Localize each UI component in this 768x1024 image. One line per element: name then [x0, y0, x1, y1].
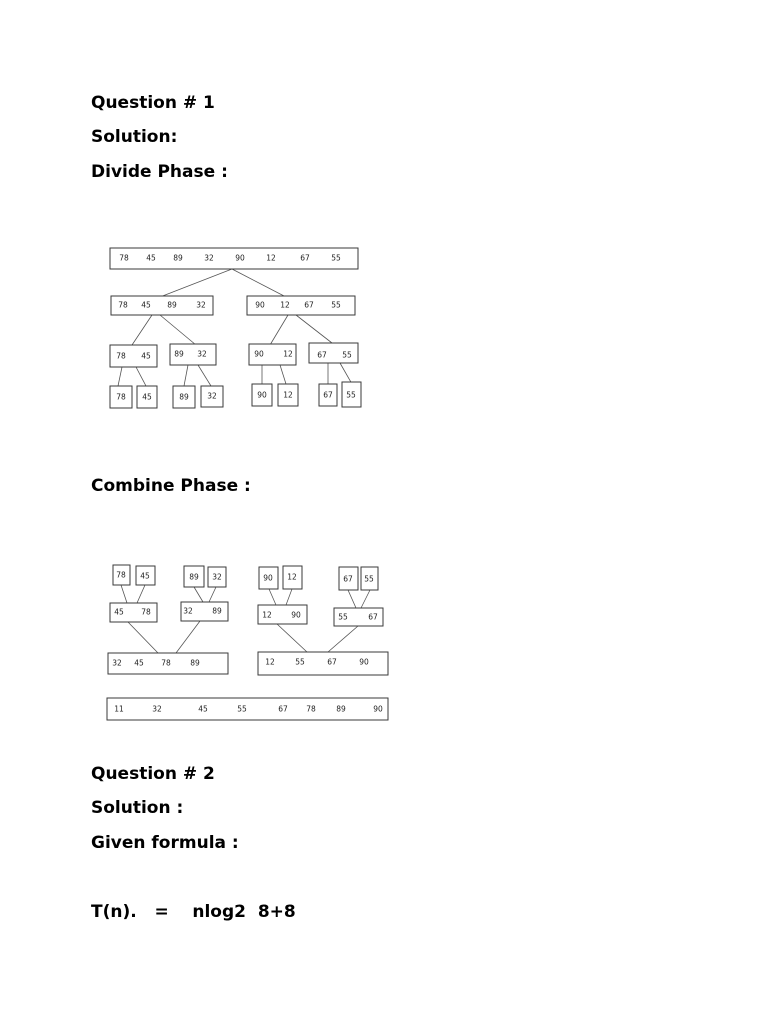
- leaf-value: 89: [179, 392, 189, 402]
- combine-level2-node: [258, 605, 307, 624]
- leaf-value: 89: [189, 572, 199, 582]
- leaf-value: 32: [212, 572, 222, 582]
- edge: [361, 590, 370, 608]
- node-value: 45: [134, 658, 144, 668]
- node-value: 67: [327, 657, 337, 667]
- node-value: 55: [338, 612, 348, 622]
- solution-label-2: Solution :: [91, 798, 184, 818]
- given-formula-label: Given formula :: [91, 833, 239, 853]
- leaf-value: 78: [116, 392, 126, 402]
- node-value: 45: [146, 253, 156, 263]
- node-value: 55: [342, 350, 352, 360]
- edge: [194, 587, 203, 602]
- node-value: 78: [119, 253, 129, 263]
- node-value: 12: [266, 253, 276, 263]
- node-value: 90: [255, 300, 265, 310]
- leaf-value: 90: [263, 573, 273, 583]
- formula-text: T(n). = nlog2 8+8: [91, 902, 296, 922]
- node-value: 78: [118, 300, 128, 310]
- solution-label-1: Solution:: [91, 127, 178, 147]
- leaf-value: 12: [283, 390, 293, 400]
- node-value: 90: [359, 657, 369, 667]
- node-value: 67: [300, 253, 310, 263]
- node-value: 67: [278, 704, 288, 714]
- node-value: 55: [331, 300, 341, 310]
- node-value: 67: [368, 612, 378, 622]
- node-value: 45: [141, 351, 151, 361]
- leaf-value: 32: [207, 391, 217, 401]
- node-value: 90: [254, 349, 264, 359]
- combine-leaves: [113, 565, 378, 590]
- leaf-value: 67: [323, 390, 333, 400]
- combine-result-node: [107, 698, 388, 720]
- node-box: [107, 698, 388, 720]
- node-value: 78: [306, 704, 316, 714]
- node-value: 12: [262, 610, 272, 620]
- combine-level1-right: [258, 652, 388, 675]
- node-value: 89: [174, 349, 184, 359]
- edge: [176, 621, 200, 653]
- node-value: 55: [331, 253, 341, 263]
- node-value: 32: [196, 300, 206, 310]
- node-value: 78: [116, 351, 126, 361]
- node-value: 55: [295, 657, 305, 667]
- node-value: 67: [317, 350, 327, 360]
- edge: [209, 587, 216, 602]
- node-value: 11: [114, 704, 124, 714]
- question-2-title: Question # 2: [91, 764, 215, 784]
- combine-level1-left: [108, 653, 228, 674]
- node-value: 32: [183, 606, 193, 616]
- edge: [286, 589, 292, 605]
- edge: [269, 589, 276, 605]
- leaf-value: 55: [364, 574, 374, 584]
- node-value: 32: [197, 349, 207, 359]
- edge: [348, 590, 356, 608]
- node-value: 12: [283, 349, 293, 359]
- edge: [137, 585, 145, 603]
- leaf-value: 45: [140, 571, 150, 581]
- edge: [328, 626, 358, 652]
- node-value: 32: [152, 704, 162, 714]
- edge: [128, 622, 158, 653]
- node-value: 89: [167, 300, 177, 310]
- node-value: 45: [141, 300, 151, 310]
- node-value: 55: [237, 704, 247, 714]
- combine-level2-node: [181, 602, 228, 621]
- node-value: 89: [173, 253, 183, 263]
- leaf-value: 55: [346, 390, 356, 400]
- leaf-value: 67: [343, 574, 353, 584]
- node-value: 45: [114, 607, 124, 617]
- combine-level2-node: [334, 608, 383, 626]
- node-value: 90: [235, 253, 245, 263]
- question-1-title: Question # 1: [91, 93, 215, 113]
- edge: [121, 585, 127, 603]
- divide-phase-heading: Divide Phase :: [91, 162, 228, 182]
- leaf-value: 90: [257, 390, 267, 400]
- node-value: 89: [190, 658, 200, 668]
- node-value: 32: [204, 253, 214, 263]
- node-value: 12: [280, 300, 290, 310]
- node-value: 78: [141, 607, 151, 617]
- node-value: 67: [304, 300, 314, 310]
- node-value: 89: [336, 704, 346, 714]
- node-value: 32: [112, 658, 122, 668]
- leaf-value: 12: [287, 572, 297, 582]
- leaf-value: 45: [142, 392, 152, 402]
- combine-phase-heading: Combine Phase :: [91, 476, 251, 496]
- node-value: 12: [265, 657, 275, 667]
- node-value: 90: [373, 704, 383, 714]
- leaf-value: 78: [116, 570, 126, 580]
- combine-edges: [121, 585, 370, 653]
- edge: [277, 624, 307, 652]
- node-value: 45: [198, 704, 208, 714]
- node-value: 78: [161, 658, 171, 668]
- node-value: 89: [212, 606, 222, 616]
- combine-level2-node: [110, 603, 157, 622]
- node-value: 90: [291, 610, 301, 620]
